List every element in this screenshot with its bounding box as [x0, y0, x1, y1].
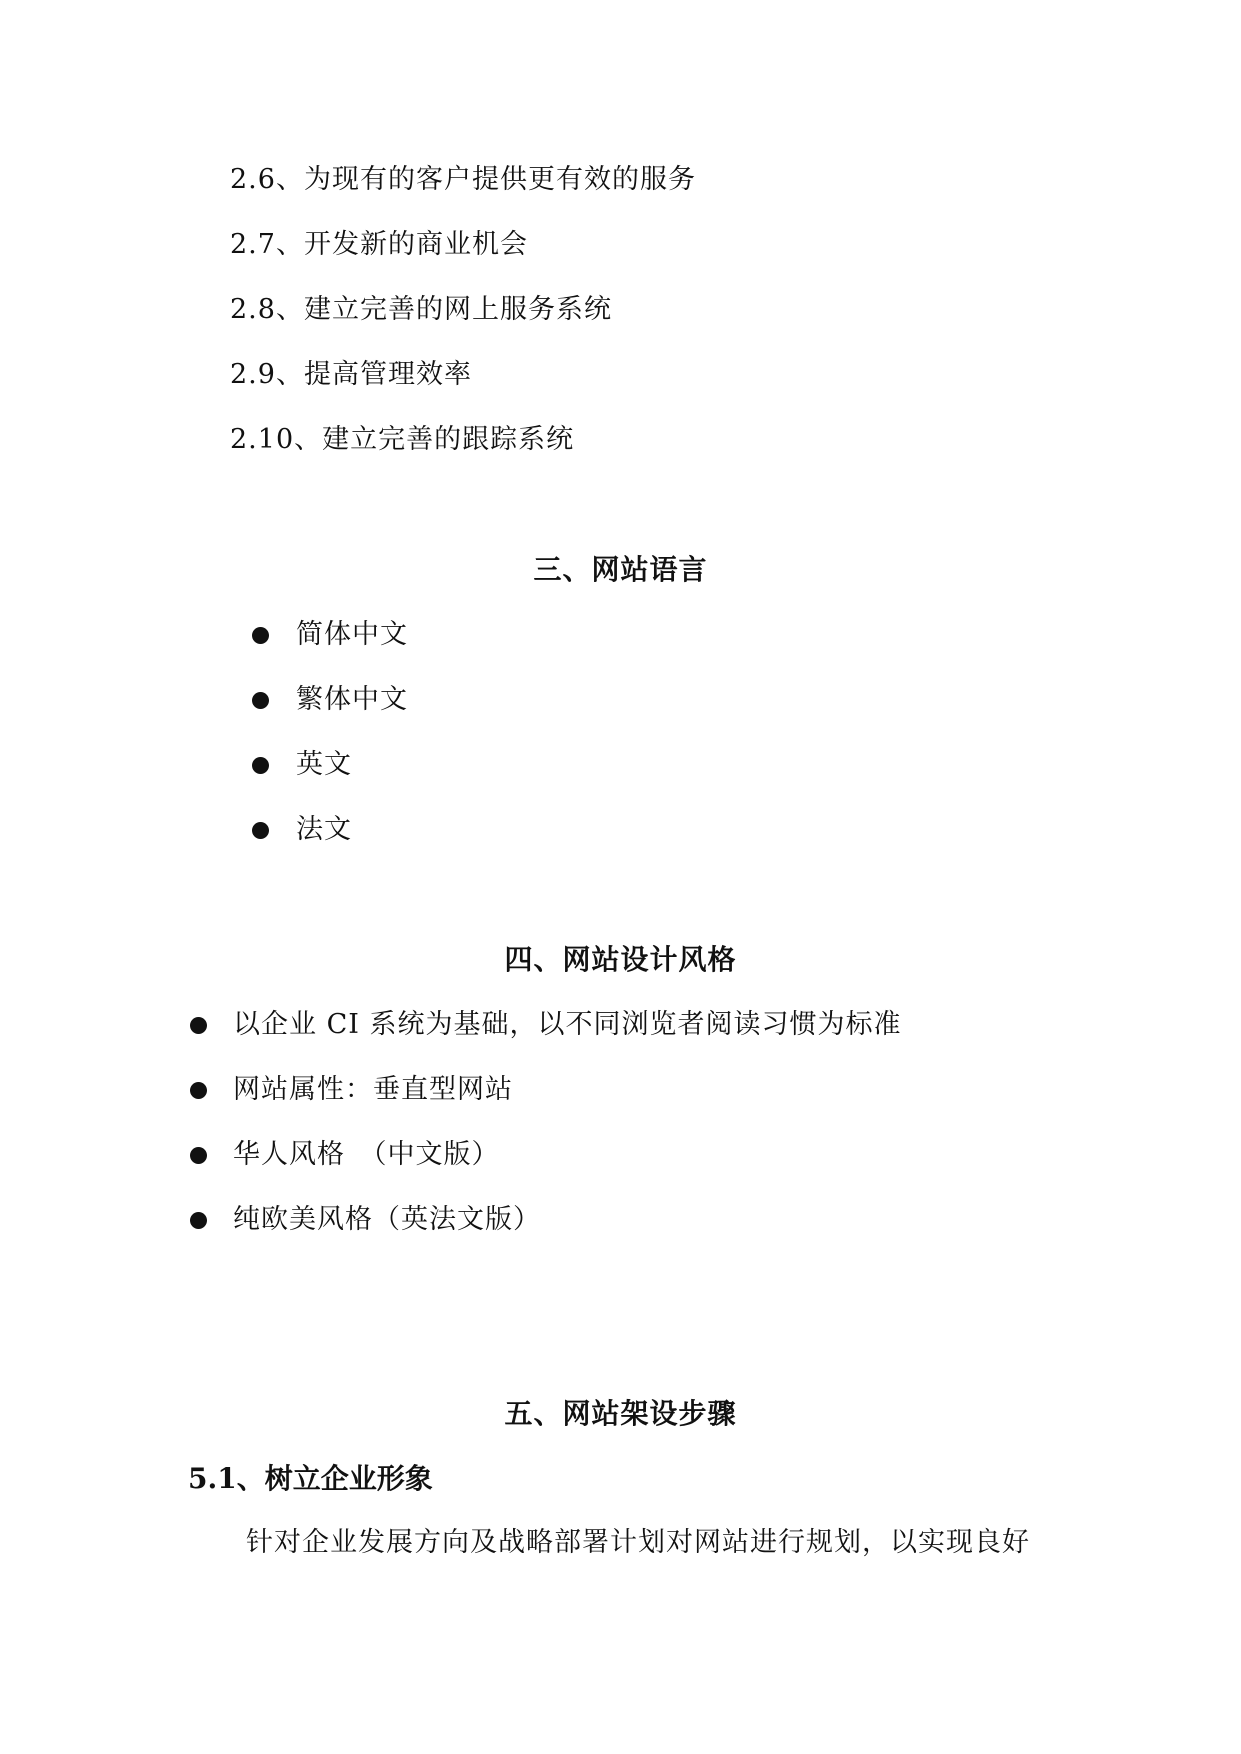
bullet-dot-icon: [252, 757, 269, 774]
section-3-title: 三、网站语言: [533, 553, 708, 586]
language-list-item: [252, 618, 408, 652]
style-list-item: [190, 1203, 541, 1237]
subsection-5-1-title: 5.1、树立企业形象: [188, 1462, 433, 1495]
style-label: 网站属性：垂直型网站: [233, 1074, 513, 1105]
section-4-title: 四、网站设计风格: [504, 943, 737, 976]
style-list-item: [190, 1008, 902, 1042]
bullet-dot-icon: [252, 822, 269, 839]
style-label: 华人风格 （中文版）: [233, 1139, 500, 1170]
language-list-item: [252, 683, 408, 717]
language-list-item: [252, 748, 352, 782]
style-list-item: [190, 1138, 500, 1172]
language-list-item: [252, 813, 352, 847]
language-label: 英文: [296, 749, 352, 780]
bullet-dot-icon: [190, 1017, 207, 1034]
language-label: 繁体中文: [296, 684, 408, 715]
language-label: 简体中文: [296, 619, 408, 650]
bullet-dot-icon: [190, 1147, 207, 1164]
numbered-item-2-9: 2.9、提高管理效率: [230, 359, 472, 390]
numbered-item-2-7: 2.7、开发新的商业机会: [230, 229, 528, 260]
style-label: 纯欧美风格（英法文版）: [233, 1204, 541, 1235]
style-list-item: [190, 1073, 513, 1107]
numbered-item-2-8: 2.8、建立完善的网上服务系统: [230, 294, 612, 325]
bullet-dot-icon: [190, 1212, 207, 1229]
section-5-title: 五、网站架设步骤: [504, 1397, 737, 1430]
numbered-item-2-10: 2.10、建立完善的跟踪系统: [230, 424, 575, 455]
bullet-dot-icon: [252, 692, 269, 709]
body-paragraph: 针对企业发展方向及战略部署计划对网站进行规划，以实现良好: [246, 1527, 1030, 1558]
language-label: 法文: [296, 814, 352, 845]
bullet-dot-icon: [252, 627, 269, 644]
style-label: 以企业 CI 系统为基础，以不同浏览者阅读习惯为标准: [233, 1009, 902, 1040]
bullet-dot-icon: [190, 1082, 207, 1099]
numbered-item-2-6: 2.6、为现有的客户提供更有效的服务: [230, 164, 696, 195]
